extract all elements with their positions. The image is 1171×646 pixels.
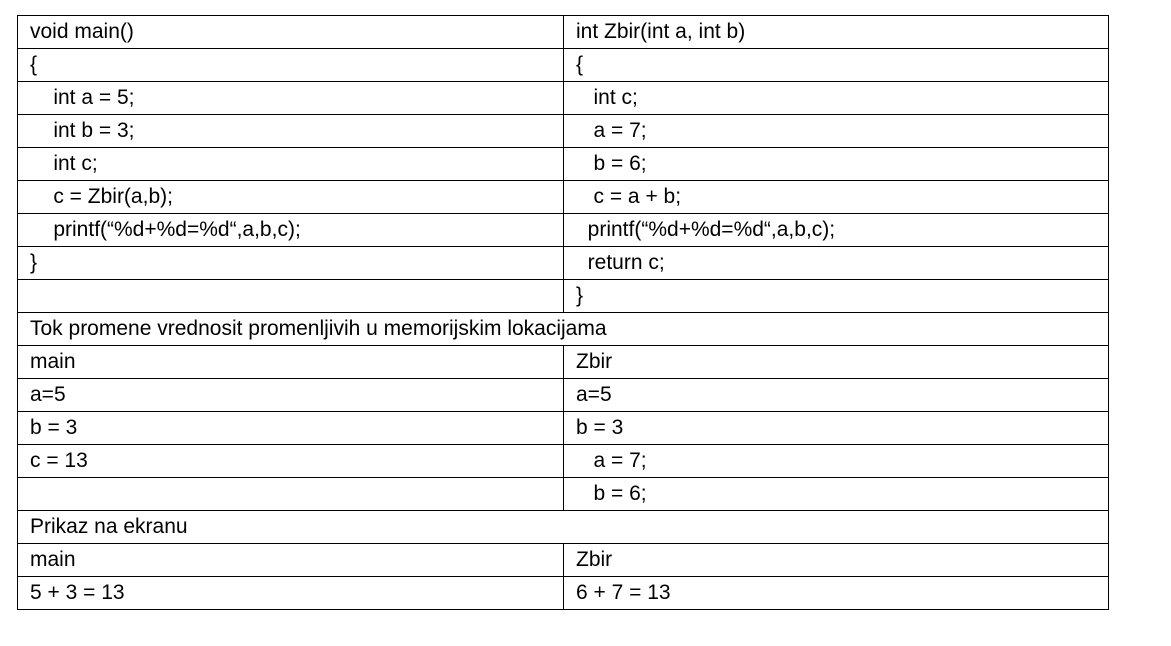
- main-code-cell: {: [18, 49, 564, 82]
- table-row: [18, 544, 1109, 577]
- table-row: [18, 181, 1109, 214]
- zbir-code-cell: printf(“%d+%d=%d“,a,b,c);: [564, 214, 1109, 247]
- screen-main-cell: 5 + 3 = 13: [18, 577, 564, 610]
- main-code-cell: [18, 280, 564, 313]
- zbir-code-cell: a = 7;: [564, 115, 1109, 148]
- screen-zbir-cell: 6 + 7 = 13: [564, 577, 1109, 610]
- program-table: [17, 15, 1109, 610]
- main-code-cell: int a = 5;: [18, 82, 564, 115]
- memory-main-cell: c = 13: [18, 445, 564, 478]
- zbir-code-cell: return c;: [564, 247, 1109, 280]
- zbir-code-cell: {: [564, 49, 1109, 82]
- zbir-code-cell: b = 6;: [564, 148, 1109, 181]
- zbir-code-cell: int Zbir(int a, int b): [564, 16, 1109, 49]
- main-code-cell: int b = 3;: [18, 115, 564, 148]
- zbir-code-cell: }: [564, 280, 1109, 313]
- table-row: [18, 247, 1109, 280]
- main-code-cell: void main(): [18, 16, 564, 49]
- zbir-code-cell: c = a + b;: [564, 181, 1109, 214]
- main-code-cell: }: [18, 247, 564, 280]
- table-row: [18, 148, 1109, 181]
- table-row: [18, 82, 1109, 115]
- main-code-cell: int c;: [18, 148, 564, 181]
- screen-zbir-cell: Zbir: [564, 544, 1109, 577]
- table-row: [18, 115, 1109, 148]
- memory-main-cell: [18, 478, 564, 511]
- memory-main-cell: b = 3: [18, 412, 564, 445]
- table-row: [18, 280, 1109, 313]
- memory-zbir-cell: b = 3: [564, 412, 1109, 445]
- table-row: [18, 577, 1109, 610]
- zbir-code-cell: int c;: [564, 82, 1109, 115]
- main-code-cell: c = Zbir(a,b);: [18, 181, 564, 214]
- table-row: [18, 214, 1109, 247]
- memory-zbir-cell: b = 6;: [564, 478, 1109, 511]
- screen-main-cell: main: [18, 544, 564, 577]
- table-row: [18, 478, 1109, 511]
- memory-zbir-cell: a = 7;: [564, 445, 1109, 478]
- table-row: [18, 379, 1109, 412]
- memory-heading: Tok promene vrednosit promenljivih u memorijskim lokacijama: [18, 313, 1109, 346]
- memory-zbir-cell: Zbir: [564, 346, 1109, 379]
- screen-heading: Prikaz na ekranu: [18, 511, 1109, 544]
- table-row: [18, 511, 1109, 544]
- memory-main-cell: main: [18, 346, 564, 379]
- main-code-cell: printf(“%d+%d=%d“,a,b,c);: [18, 214, 564, 247]
- table-row: [18, 412, 1109, 445]
- table-row: [18, 16, 1109, 49]
- memory-zbir-cell: a=5: [564, 379, 1109, 412]
- table-row: [18, 49, 1109, 82]
- memory-main-cell: a=5: [18, 379, 564, 412]
- table-row: [18, 346, 1109, 379]
- table-row: [18, 313, 1109, 346]
- table-row: [18, 445, 1109, 478]
